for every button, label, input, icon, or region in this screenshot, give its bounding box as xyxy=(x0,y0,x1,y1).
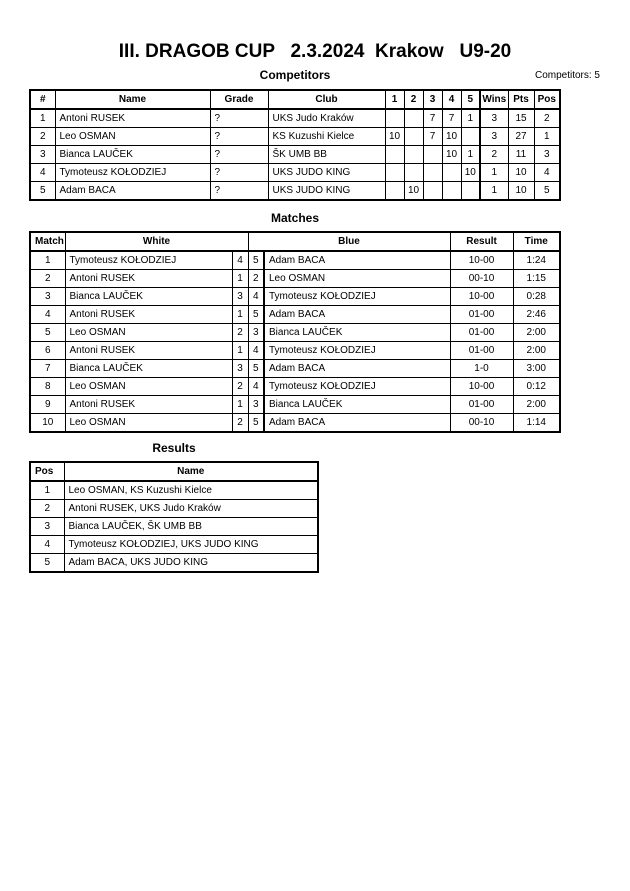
cell-club: UKS Judo Kraków xyxy=(268,109,385,128)
matches-table xyxy=(29,231,561,433)
results-section-heading: Results xyxy=(152,441,196,455)
cell-r4 xyxy=(442,164,461,182)
cell-pos: 3 xyxy=(30,518,64,536)
cell-name: Antoni RUSEK, UKS Judo Kraków xyxy=(64,500,318,518)
cell-time: 1:14 xyxy=(513,414,560,433)
cell-white_num: 3 xyxy=(232,288,248,306)
cell-white_num: 2 xyxy=(232,324,248,342)
cell-blue_num: 4 xyxy=(248,288,264,306)
cell-blue: Adam BACA xyxy=(264,251,450,270)
cell-pos: 1 xyxy=(534,128,560,146)
cell-wins: 3 xyxy=(480,128,508,146)
cell-time: 1:24 xyxy=(513,251,560,270)
col-header-pos: Pos xyxy=(534,90,560,109)
cell-white: Antoni RUSEK xyxy=(65,396,232,414)
cell-blue: Bianca LAUČEK xyxy=(264,396,450,414)
cell-name: Leo OSMAN, KS Kuzushi Kielce xyxy=(64,481,318,500)
col-header-1: 1 xyxy=(385,90,404,109)
match-row xyxy=(30,396,560,414)
cell-time: 2:00 xyxy=(513,396,560,414)
cell-wins: 3 xyxy=(480,109,508,128)
cell-white: Antoni RUSEK xyxy=(65,270,232,288)
cell-result: 10-00 xyxy=(450,251,513,270)
cell-white_num: 4 xyxy=(232,251,248,270)
cell-white_num: 1 xyxy=(232,342,248,360)
cell-r4: 10 xyxy=(442,146,461,164)
cell-blue_num: 3 xyxy=(248,396,264,414)
cell-match: 7 xyxy=(30,360,65,378)
cell-pts: 27 xyxy=(508,128,534,146)
col-header-3: 3 xyxy=(423,90,442,109)
cell-grade: ? xyxy=(210,182,268,201)
cell-r5: 1 xyxy=(461,109,480,128)
cell-r4: 10 xyxy=(442,128,461,146)
col-header-time: Time xyxy=(513,232,560,251)
col-header-club: Club xyxy=(268,90,385,109)
cell-blue_num: 3 xyxy=(248,324,264,342)
results-table xyxy=(29,461,319,573)
cell-white_num: 3 xyxy=(232,360,248,378)
competitor-row xyxy=(30,146,560,164)
cell-num: 1 xyxy=(30,109,55,128)
cell-blue: Leo OSMAN xyxy=(264,270,450,288)
cell-pts: 10 xyxy=(508,182,534,201)
result-row xyxy=(30,536,318,554)
col-header-name: Name xyxy=(55,90,210,109)
cell-blue_num: 5 xyxy=(248,306,264,324)
match-row xyxy=(30,251,560,270)
cell-r5: 10 xyxy=(461,164,480,182)
cell-r2: 10 xyxy=(404,182,423,201)
result-row xyxy=(30,500,318,518)
cell-white_num: 1 xyxy=(232,270,248,288)
competitor-row xyxy=(30,128,560,146)
cell-blue: Adam BACA xyxy=(264,360,450,378)
cell-white_num: 1 xyxy=(232,396,248,414)
cell-wins: 1 xyxy=(480,182,508,201)
match-row xyxy=(30,342,560,360)
cell-wins: 1 xyxy=(480,164,508,182)
cell-blue_num: 5 xyxy=(248,251,264,270)
competitor-row xyxy=(30,109,560,128)
cell-white: Antoni RUSEK xyxy=(65,306,232,324)
cell-match: 4 xyxy=(30,306,65,324)
cell-name: Antoni RUSEK xyxy=(55,109,210,128)
result-row xyxy=(30,481,318,500)
cell-blue: Adam BACA xyxy=(264,414,450,433)
cell-pos: 3 xyxy=(534,146,560,164)
cell-white: Leo OSMAN xyxy=(65,324,232,342)
cell-r3 xyxy=(423,182,442,201)
cell-name: Leo OSMAN xyxy=(55,128,210,146)
cell-name: Adam BACA xyxy=(55,182,210,201)
cell-match: 6 xyxy=(30,342,65,360)
competitor-row xyxy=(30,164,560,182)
cell-num: 3 xyxy=(30,146,55,164)
col-header-result: Result xyxy=(450,232,513,251)
cell-r2 xyxy=(404,164,423,182)
cell-blue_num: 5 xyxy=(248,360,264,378)
cell-grade: ? xyxy=(210,164,268,182)
cell-white: Bianca LAUČEK xyxy=(65,360,232,378)
cell-r1 xyxy=(385,164,404,182)
cell-pos: 2 xyxy=(534,109,560,128)
competitors-table xyxy=(29,89,561,201)
cell-pos: 4 xyxy=(534,164,560,182)
cell-white: Tymoteusz KOŁODZIEJ xyxy=(65,251,232,270)
cell-club: UKS JUDO KING xyxy=(268,164,385,182)
cell-pts: 11 xyxy=(508,146,534,164)
cell-blue: Bianca LAUČEK xyxy=(264,324,450,342)
cell-grade: ? xyxy=(210,128,268,146)
cell-name: Bianca LAUČEK, ŠK UMB BB xyxy=(64,518,318,536)
result-row xyxy=(30,518,318,536)
col-header-blue: Blue xyxy=(248,232,450,251)
cell-r1 xyxy=(385,146,404,164)
cell-result: 10-00 xyxy=(450,378,513,396)
cell-white: Leo OSMAN xyxy=(65,414,232,433)
cell-pos: 5 xyxy=(534,182,560,201)
cell-match: 2 xyxy=(30,270,65,288)
cell-white_num: 1 xyxy=(232,306,248,324)
cell-time: 2:00 xyxy=(513,342,560,360)
cell-name: Adam BACA, UKS JUDO KING xyxy=(64,554,318,573)
cell-match: 9 xyxy=(30,396,65,414)
col-header-num: # xyxy=(30,90,55,109)
cell-time: 3:00 xyxy=(513,360,560,378)
cell-result: 00-10 xyxy=(450,414,513,433)
match-row xyxy=(30,270,560,288)
cell-r4: 7 xyxy=(442,109,461,128)
cell-match: 5 xyxy=(30,324,65,342)
cell-r1 xyxy=(385,182,404,201)
cell-white: Bianca LAUČEK xyxy=(65,288,232,306)
page-title: III. DRAGOB CUP 2.3.2024 Krakow U9-20 xyxy=(118,41,512,62)
cell-r5 xyxy=(461,182,480,201)
cell-result: 01-00 xyxy=(450,306,513,324)
cell-white: Antoni RUSEK xyxy=(65,342,232,360)
cell-wins: 2 xyxy=(480,146,508,164)
match-row xyxy=(30,378,560,396)
col-header-pos: Pos xyxy=(30,462,64,481)
cell-r4 xyxy=(442,182,461,201)
cell-blue: Adam BACA xyxy=(264,306,450,324)
cell-result: 00-10 xyxy=(450,270,513,288)
cell-time: 0:12 xyxy=(513,378,560,396)
cell-white: Leo OSMAN xyxy=(65,378,232,396)
cell-result: 01-00 xyxy=(450,396,513,414)
match-row xyxy=(30,306,560,324)
cell-grade: ? xyxy=(210,109,268,128)
cell-blue_num: 2 xyxy=(248,270,264,288)
cell-num: 4 xyxy=(30,164,55,182)
cell-white_num: 2 xyxy=(232,378,248,396)
match-row xyxy=(30,288,560,306)
cell-r2 xyxy=(404,146,423,164)
cell-pts: 15 xyxy=(508,109,534,128)
col-header-name: Name xyxy=(64,462,318,481)
cell-white_num: 2 xyxy=(232,414,248,433)
cell-grade: ? xyxy=(210,146,268,164)
cell-r1: 10 xyxy=(385,128,404,146)
cell-blue_num: 4 xyxy=(248,342,264,360)
cell-r3 xyxy=(423,146,442,164)
cell-club: UKS JUDO KING xyxy=(268,182,385,201)
cell-r2 xyxy=(404,109,423,128)
col-header-2: 2 xyxy=(404,90,423,109)
cell-r2 xyxy=(404,128,423,146)
cell-name: Tymoteusz KOŁODZIEJ xyxy=(55,164,210,182)
cell-name: Bianca LAUČEK xyxy=(55,146,210,164)
cell-result: 01-00 xyxy=(450,324,513,342)
cell-r5 xyxy=(461,128,480,146)
match-row xyxy=(30,324,560,342)
cell-pos: 4 xyxy=(30,536,64,554)
cell-time: 2:00 xyxy=(513,324,560,342)
cell-blue_num: 5 xyxy=(248,414,264,433)
cell-time: 0:28 xyxy=(513,288,560,306)
cell-r3: 7 xyxy=(423,109,442,128)
cell-result: 10-00 xyxy=(450,288,513,306)
cell-pos: 5 xyxy=(30,554,64,573)
competitors-count-label: Competitors: 5 xyxy=(534,70,600,81)
cell-club: KS Kuzushi Kielce xyxy=(268,128,385,146)
cell-num: 5 xyxy=(30,182,55,201)
col-header-pts: Pts xyxy=(508,90,534,109)
cell-result: 1-0 xyxy=(450,360,513,378)
competitors-header-row xyxy=(30,90,560,109)
match-row xyxy=(30,414,560,433)
col-header-white: White xyxy=(65,232,248,251)
col-header-4: 4 xyxy=(442,90,461,109)
cell-blue: Tymoteusz KOŁODZIEJ xyxy=(264,342,450,360)
cell-pos: 2 xyxy=(30,500,64,518)
col-header-match: Match xyxy=(30,232,65,251)
cell-name: Tymoteusz KOŁODZIEJ, UKS JUDO KING xyxy=(64,536,318,554)
cell-match: 1 xyxy=(30,251,65,270)
cell-r1 xyxy=(385,109,404,128)
col-header-grade: Grade xyxy=(210,90,268,109)
cell-pos: 1 xyxy=(30,481,64,500)
col-header-wins: Wins xyxy=(480,90,508,109)
results-header-row xyxy=(30,462,318,481)
matches-section-heading: Matches xyxy=(270,211,320,225)
cell-num: 2 xyxy=(30,128,55,146)
cell-pts: 10 xyxy=(508,164,534,182)
cell-r3 xyxy=(423,164,442,182)
result-row xyxy=(30,554,318,573)
competitor-row xyxy=(30,182,560,201)
cell-match: 3 xyxy=(30,288,65,306)
match-row xyxy=(30,360,560,378)
cell-r5: 1 xyxy=(461,146,480,164)
cell-club: ŠK UMB BB xyxy=(268,146,385,164)
col-header-5: 5 xyxy=(461,90,480,109)
cell-match: 8 xyxy=(30,378,65,396)
cell-blue: Tymoteusz KOŁODZIEJ xyxy=(264,288,450,306)
cell-time: 1:15 xyxy=(513,270,560,288)
cell-r3: 7 xyxy=(423,128,442,146)
cell-result: 01-00 xyxy=(450,342,513,360)
matches-header-row xyxy=(30,232,560,251)
competitors-section-heading: Competitors xyxy=(259,68,331,82)
cell-blue: Tymoteusz KOŁODZIEJ xyxy=(264,378,450,396)
cell-time: 2:46 xyxy=(513,306,560,324)
cell-match: 10 xyxy=(30,414,65,433)
cell-blue_num: 4 xyxy=(248,378,264,396)
